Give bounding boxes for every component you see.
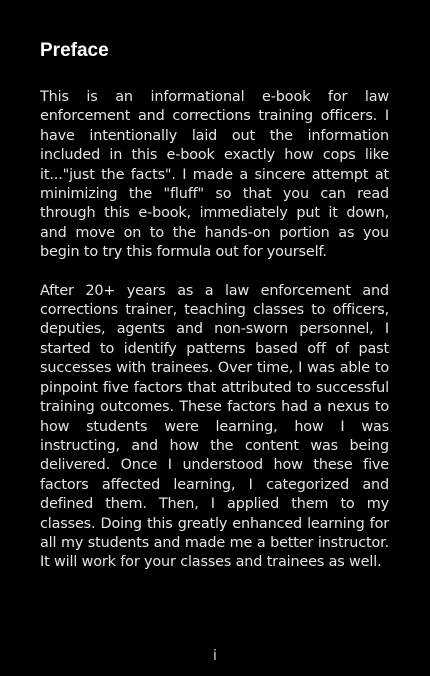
section-heading: Preface [40,40,109,61]
paragraph-background: After 20+ years as a law enforcement and corrections trainer, teaching classes to officers, deputies, agents and non-sworn personnel, I started to identify patterns based off of past successes with trainees. Over time, I was able to pinpoint five factors that attributed to successful training outcomes. These factors had a nexus to how students were learning, how I was instructing, and how the content was being delivered. Once I understood how these five factors affected learning, I categorized and defined them. Then, I applied them to my classes. Doing this greatly enhanced learning for all my students and made me a better instructor. It will work for your classes and trainees as well. [40,282,389,571]
paragraph-intro: This is an informational e-book for law enforcement and corrections training officers. I have intentionally laid out the information included in this e-book exactly how cops like it..."just the facts". I made a sincere attempt at minimizing the "fluff" so that you can read through this e-book, immediately put it down, and move on to the hands-on portion as you begin to try this formula out for yourself. [40,89,389,261]
document-page [40,38,389,592]
page-number: i [213,648,217,664]
